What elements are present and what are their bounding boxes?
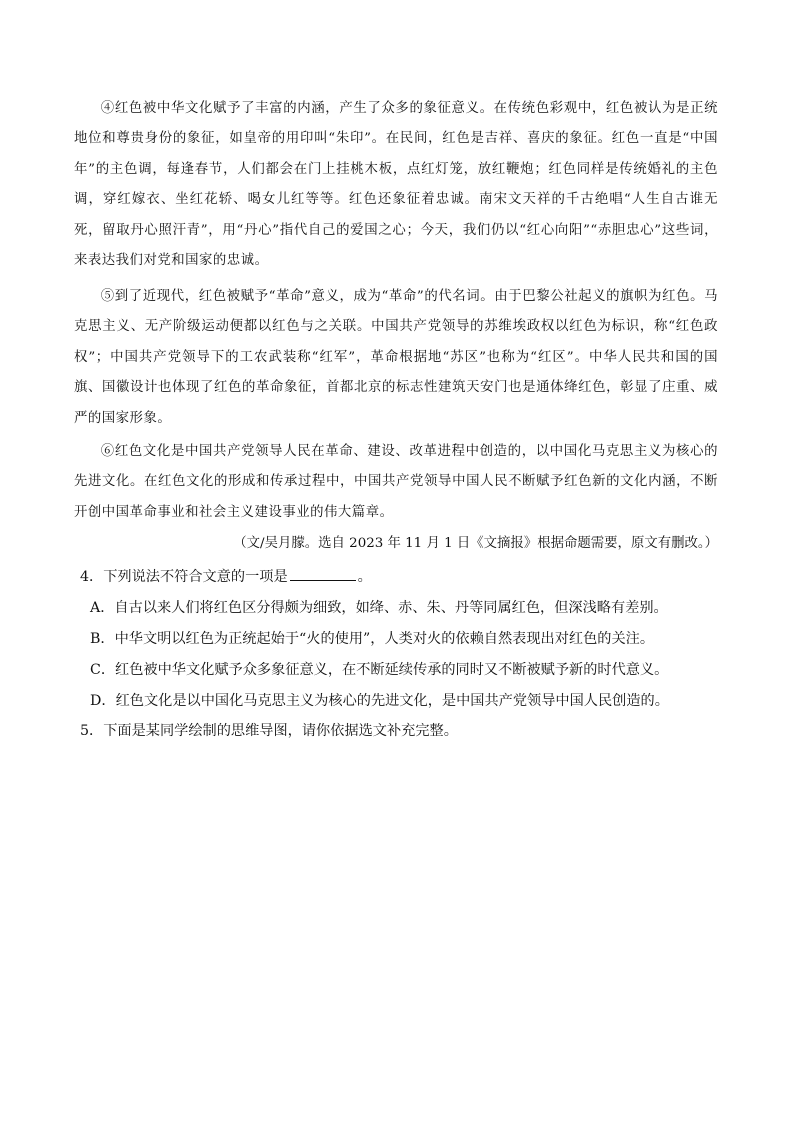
question-5: 5．下面是某同学绘制的思维导图，请你依据选文补充完整。 (80, 723, 458, 739)
option-c: C．红色被中华文化赋予众多象征意义，在不断延续传承的同时又不断被赋予新的时代意义。 (90, 662, 669, 678)
question-4-stem: 4．下列说法不符合文意的一项是 (80, 569, 288, 585)
question-4-end: 。 (357, 569, 372, 585)
question-4 (80, 566, 372, 588)
passage-paragraph-4: ④红色被中华文化赋予了丰富的内涵，产生了众多的象征意义。在传统色彩观中，红色被认为是正统地位和尊贵身份的象征，如皇帝的用印叫“朱印”。在民间，红色是吉祥、喜庆的象征。红色一直是“中国年”的主色调，每逢春节，人们都会在门上挂桃木板，点红灯笼，放红鞭炮；红色同样是传统婚礼的主色调，穿红嫁衣、坐红花轿、喝女儿红等等。红色还象征着忠诚。南宋文天祥的千古绝唱“人生自古谁无死，留取丹心照汗青”，用“丹心”指代自己的爱国之心；今天，我们仍以“红心向阳”“赤胆忠心”这些词，来表达我们对党和国家的忠诚。 (74, 101, 718, 269)
option-d: D．红色文化是以中国化马克思主义为核心的先进文化，是中国共产党领导中国人民创造的。 (90, 693, 669, 709)
passage-paragraph-6: ⑥红色文化是中国共产党领导人民在革命、建设、改革进程中创造的，以中国化马克思主义为核心的先进文化。在红色文化的形成和传承过程中，中国共产党领导中国人民不断赋予红色新的文化内涵，不断开创中国革命事业和社会主义建设事业的伟大篇章。 (74, 444, 718, 520)
passage-paragraph-5: ⑤到了近现代，红色被赋予“革命”意义，成为“革命”的代名词。由于巴黎公社起义的旗帜为红色。马克思主义、无产阶级运动便都以红色与之关联。中国共产党领导的苏维埃政权以红色为标识，称“红色政权”；中国共产党领导下的工农武装称“红军”，革命根据地“苏区”也称为“红区”。中华人民共和国的国旗、国徽设计也体现了红色的革命象征，首都北京的标志性建筑天安门也是通体绛红色，彰显了庄重、威严的国家形象。 (74, 289, 718, 426)
answer-blank[interactable] (290, 566, 356, 581)
option-b: B．中华文明以红色为正统起始于“火的使用”，人类对火的依赖自然表现出对红色的关注。 (90, 631, 655, 647)
option-a: A．自古以来人们将红色区分得颇为细致，如绛、赤、朱、丹等同属红色，但深浅略有差别。 (90, 600, 668, 616)
passage-source: （文/吴月朦。选自 2023 年 11 月 1 日《文摘报》根据命题需要，原文有删改。） (233, 536, 718, 551)
